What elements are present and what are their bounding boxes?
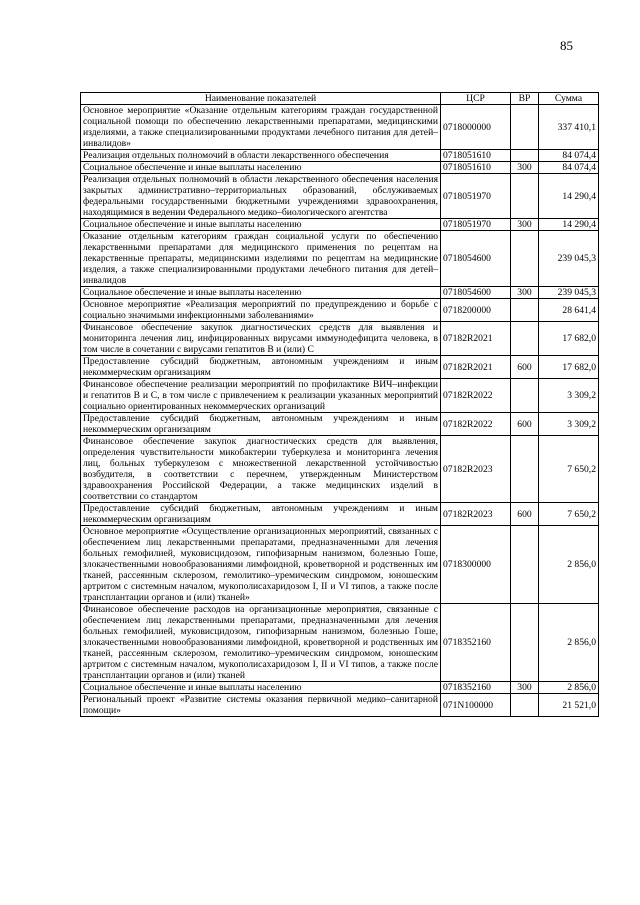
cell-vr: 300 xyxy=(511,162,539,174)
cell-sum: 2 856,0 xyxy=(539,604,599,682)
table-row xyxy=(81,150,599,162)
cell-vr: 300 xyxy=(511,219,539,231)
cell-sum: 337 410,1 xyxy=(539,105,599,150)
cell-vr xyxy=(511,174,539,219)
cell-vr xyxy=(511,526,539,604)
cell-name: Предоставление субсидий бюджетным, автономным учреждениям и иным некоммерческим организациям xyxy=(81,413,441,436)
table-row xyxy=(81,436,599,503)
cell-csr: 0718051610 xyxy=(441,150,511,162)
cell-csr: 0718054600 xyxy=(441,231,511,287)
cell-csr: 0718051610 xyxy=(441,162,511,174)
header-vr: ВР xyxy=(511,93,539,105)
cell-sum: 84 074,4 xyxy=(539,150,599,162)
table-row xyxy=(81,287,599,299)
cell-vr xyxy=(511,379,539,413)
cell-csr: 0718352160 xyxy=(441,604,511,682)
cell-vr xyxy=(511,231,539,287)
cell-vr xyxy=(511,322,539,356)
cell-name: Финансовое обеспечение закупок диагностических средств для выявления, определения чувствительности микобактерии туберкулеза и мониторинга лечения лиц, больных туберкулезом с множественной лекарственной устойчивостью возбудителя, в соответствии с перечнем, утвержденным Министерством здравоохранения Российской Федерации, а также медицинских изделий в соответствии со стандартом xyxy=(81,436,441,503)
cell-csr: 07182R2022 xyxy=(441,413,511,436)
cell-vr xyxy=(511,694,539,717)
table-row xyxy=(81,526,599,604)
cell-csr: 07182R2022 xyxy=(441,379,511,413)
cell-sum: 17 682,0 xyxy=(539,322,599,356)
cell-vr: 600 xyxy=(511,356,539,379)
cell-vr: 300 xyxy=(511,682,539,694)
cell-sum: 3 309,2 xyxy=(539,379,599,413)
cell-sum: 239 045,3 xyxy=(539,231,599,287)
cell-vr xyxy=(511,105,539,150)
cell-name: Финансовое обеспечение закупок диагностических средств для выявления и мониторинга лечения лиц, инфицированных вирусами иммунодефицита человека, в том числе в сочетании с вирусами гепатитов В и (или) С xyxy=(81,322,441,356)
table-body xyxy=(81,105,599,717)
cell-csr: 0718352160 xyxy=(441,682,511,694)
table-row xyxy=(81,219,599,231)
table-row xyxy=(81,299,599,322)
cell-name: Региональный проект «Развитие системы оказания первичной медико–санитарной помощи» xyxy=(81,694,441,717)
cell-name: Социальное обеспечение и иные выплаты населению xyxy=(81,162,441,174)
cell-name: Социальное обеспечение и иные выплаты населению xyxy=(81,219,441,231)
cell-vr xyxy=(511,604,539,682)
cell-sum: 2 856,0 xyxy=(539,526,599,604)
cell-name: Социальное обеспечение и иные выплаты населению xyxy=(81,287,441,299)
table-row xyxy=(81,231,599,287)
cell-name: Финансовое обеспечение расходов на организационные мероприятия, связанные с обеспечением лиц лекарственными препаратами, предназначенными для лечения больных гемофилией, муковисцидозом, гипофизарным нанизмом, болезнью Гоше, злокачественными новообразованиями лимфоидной, кроветворной и родственных им тканей, рассеянным склерозом, гемолитико–уремическим синдромом, юношеским артритом с системным началом, мукополисахаридозом I, II и VI типов, а также после трансплантации органов и (или) тканей xyxy=(81,604,441,682)
table-row xyxy=(81,322,599,356)
cell-csr: 07182R2023 xyxy=(441,436,511,503)
cell-sum: 3 309,2 xyxy=(539,413,599,436)
cell-vr: 600 xyxy=(511,503,539,526)
cell-name: Реализация отдельных полномочий в области лекарственного обеспечения населения закрытых административно–территориальных образований, обслуживаемых федеральными государственными бюджетными учреждениями здравоохранения, находящимися в ведении Федерального медико–биологического агентства xyxy=(81,174,441,219)
cell-name: Основное мероприятие «Оказание отдельным категориям граждан государственной социальной помощи по обеспечению лекарственными препаратами, медицинскими изделиями, а также специализированными продуктами лечебного питания для детей–инвалидов» xyxy=(81,105,441,150)
table-row xyxy=(81,356,599,379)
cell-name: Предоставление субсидий бюджетным, автономным учреждениям и иным некоммерческим организациям xyxy=(81,503,441,526)
cell-name: Финансовое обеспечение реализации мероприятий по профилактике ВИЧ–инфекции и гепатитов В и С, в том числе с привлечением к реализации указанных мероприятий социально ориентированных некоммерческих организаций xyxy=(81,379,441,413)
cell-csr: 071N100000 xyxy=(441,694,511,717)
table-row xyxy=(81,682,599,694)
cell-vr: 600 xyxy=(511,413,539,436)
cell-vr: 300 xyxy=(511,287,539,299)
table-row xyxy=(81,503,599,526)
cell-vr xyxy=(511,299,539,322)
cell-csr: 07182R2021 xyxy=(441,356,511,379)
table-row xyxy=(81,604,599,682)
table-row xyxy=(81,413,599,436)
cell-name: Основное мероприятие «Осуществление организационных мероприятий, связанных с обеспечением лиц лекарственными препаратами, предназначенными для лечения больных гемофилией, муковисцидозом, гипофизарным нанизмом, болезнью Гоше, злокачественными новообразованиями лимфоидной, кроветворной и родственных им тканей, рассеянным склерозом, гемолитико–уремическим синдромом, юношеским артритом с системным началом, мукополисахаридозом I, II и VI типов, а также после трансплантации органов и (или) тканей» xyxy=(81,526,441,604)
cell-csr: 0718200000 xyxy=(441,299,511,322)
table-row xyxy=(81,105,599,150)
cell-csr: 0718051970 xyxy=(441,174,511,219)
cell-sum: 7 650,2 xyxy=(539,436,599,503)
cell-sum: 7 650,2 xyxy=(539,503,599,526)
cell-sum: 28 641,4 xyxy=(539,299,599,322)
table-row xyxy=(81,379,599,413)
cell-sum: 84 074,4 xyxy=(539,162,599,174)
cell-csr: 07182R2021 xyxy=(441,322,511,356)
table-row xyxy=(81,162,599,174)
cell-csr: 0718051970 xyxy=(441,219,511,231)
cell-csr: 0718000000 xyxy=(441,105,511,150)
cell-sum: 21 521,0 xyxy=(539,694,599,717)
cell-vr xyxy=(511,436,539,503)
header-sum: Сумма xyxy=(539,93,599,105)
cell-name: Оказание отдельным категориям граждан социальной услуги по обеспечению лекарственными препаратами для медицинского применения по рецептам на лекарственные препараты, медицинскими изделиями по рецептам на медицинские изделия, а также специализированными продуктами лечебного питания для детей–инвалидов xyxy=(81,231,441,287)
cell-name: Социальное обеспечение и иные выплаты населению xyxy=(81,682,441,694)
cell-csr: 0718054600 xyxy=(441,287,511,299)
cell-name: Предоставление субсидий бюджетным, автономным учреждениям и иным некоммерческим организациям xyxy=(81,356,441,379)
budget-table xyxy=(80,92,599,717)
cell-sum: 239 045,3 xyxy=(539,287,599,299)
cell-sum: 14 290,4 xyxy=(539,174,599,219)
cell-csr: 07182R2023 xyxy=(441,503,511,526)
cell-sum: 2 856,0 xyxy=(539,682,599,694)
header-csr: ЦСР xyxy=(441,93,511,105)
header-name: Наименование показателей xyxy=(81,93,441,105)
table-header-row xyxy=(81,93,599,105)
table-row xyxy=(81,694,599,717)
table-row xyxy=(81,174,599,219)
cell-sum: 14 290,4 xyxy=(539,219,599,231)
page-number: 85 xyxy=(560,38,573,53)
cell-csr: 0718300000 xyxy=(441,526,511,604)
cell-name: Основное мероприятие «Реализация мероприятий по предупреждению и борьбе с социально значимыми инфекционными заболеваниями» xyxy=(81,299,441,322)
cell-vr xyxy=(511,150,539,162)
cell-sum: 17 682,0 xyxy=(539,356,599,379)
cell-name: Реализация отдельных полномочий в области лекарственного обеспечения xyxy=(81,150,441,162)
